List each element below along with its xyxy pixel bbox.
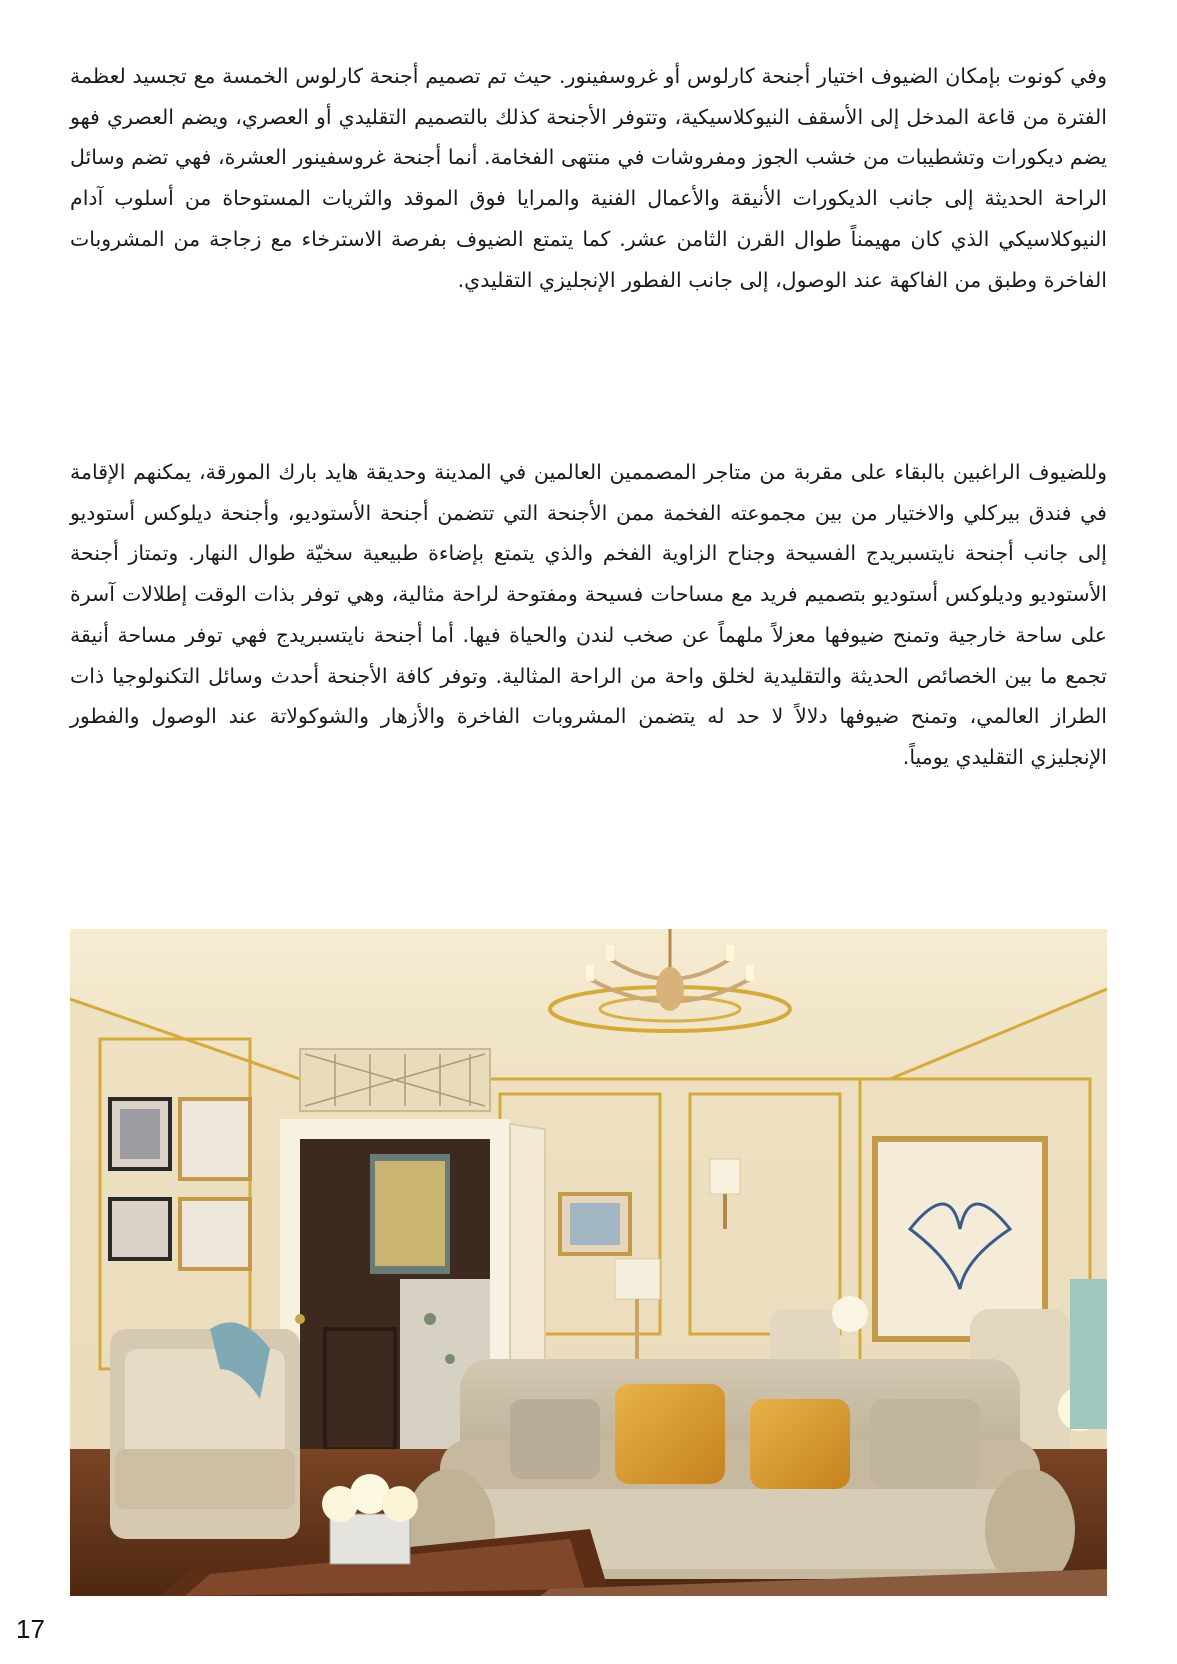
flower-vase-icon: [322, 1474, 418, 1564]
living-room-illustration: [70, 929, 1107, 1596]
hotel-suite-photo: [70, 929, 1107, 1596]
paragraph-connaught-suites: وفي كونوت بإمكان الضيوف اختيار أجنحة كارلوس أو غروسفينور. حيث تم تصميم أجنحة كارلوس الخمسة مع تجسيد لعظمة الفترة من قاعة المدخل إلى الأسقف النيوكلاسيكية، وتتوفر الأجنحة كذلك بالتصميم التقليدي أو العصري، ويضم العصري فهو يضم ديكورات وتشطيبات من خشب الجوز ومفروشات في منتهى الفخامة. أنما أجنحة غروسفينور العشرة، فهي تضم وسائل الراحة الحديثة إلى جانب الديكورات الأنيقة والأعمال الفنية والمرايا فوق الموقد والثريات المستوحاة من أسلوب آدام النيوكلاسيكي الذي كان مهيمناً طوال القرن الثامن عشر. كما يتمتع الضيوف بفرصة الاسترخاء مع زجاجة من المشروبات الفاخرة وطبق من الفاكهة عند الوصول، إلى جانب الفطور الإنجليزي التقليدي.: [70, 64, 1107, 292]
armchair-left: [110, 1322, 300, 1539]
paragraph-berkeley-suites: وللضيوف الراغبين بالبقاء على مقربة من متاجر المصممين العالمين في المدينة وحديقة هايد بارك المورقة، يمكنهم الإقامة في فندق بيركلي والاختيار من بين مجموعته الفخمة ممن الأجنحة التي تتضمن أجنحة الأستوديو، وأجنحة ديلوكس أستوديو إلى جانب أجنحة نايتسبريدج الفسيحة وجناح الزاوية الفخم والذي يتمتع بإضاءة طبيعية سخيّة طوال النهار. وتمتاز أجنحة الأستوديو وديلوكس أستوديو بتصميم فريد مع مساحات فسيحة ومفتوحة لراحة مثالية، وهي توفر بذات الوقت إطلالات آسرة على ساحة خارجية وتمنح ضيوفها معزلاً ملهماً عن صخب لندن والحياة فيها. أما أجنحة نايتسبريدج فهي توفر مساحة أنيقة تجمع ما بين الخصائص الحديثة والتقليدية لخلق واحة من الراحة المثالية. وتوفر كافة الأجنحة أحدث وسائل التكنولوجيا ذات الطراز العالمي، وتمنح ضيوفها دلالاً لا حد له يتضمن المشروبات الفاخرة والأزهار والشوكولاتة عند الوصول والفطور الإنجليزي التقليدي يومياً.: [70, 460, 1107, 769]
page-number: 17: [16, 1614, 45, 1644]
door-handle-icon: [295, 1314, 305, 1324]
